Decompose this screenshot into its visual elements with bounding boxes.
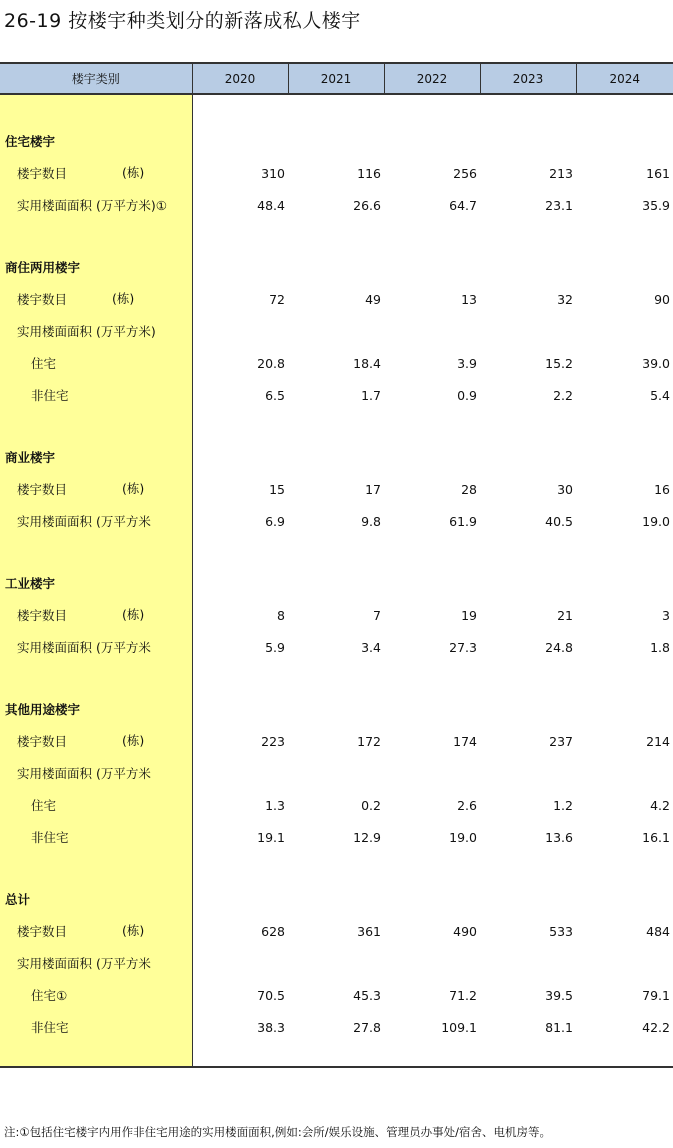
spacer-cell (480, 221, 576, 251)
value-cell: 35.9 (642, 197, 670, 213)
spacer-cell (576, 853, 673, 883)
row-label-text: 楼宇数目 (17, 734, 68, 749)
value-cell (576, 757, 673, 789)
value-cell: 48.4 (257, 197, 285, 213)
row-label-text: 住宅楼宇 (5, 134, 56, 149)
spacer-cell (192, 94, 288, 125)
row-label (0, 947, 192, 979)
spacer-cell (288, 94, 384, 125)
table-row (0, 157, 673, 189)
table-row (0, 725, 673, 757)
spacer-row (0, 853, 673, 883)
value-cell: 310 (261, 165, 285, 181)
value-cell (288, 567, 384, 599)
value-cell: 24.8 (545, 639, 573, 655)
header-row (0, 63, 673, 94)
value-cell: 72 (269, 291, 285, 307)
value-cell: 12.9 (353, 829, 381, 845)
row-label-text: 实用楼面面积 (万平方米 (17, 766, 151, 781)
value-cell: 0.2 (361, 797, 381, 813)
value-cell: 81.1 (545, 1019, 573, 1035)
section-row (0, 441, 673, 473)
row-label-text: 非住宅 (31, 830, 69, 845)
row-label (0, 1011, 192, 1043)
table-row (0, 347, 673, 379)
value-cell: 20.8 (257, 355, 285, 371)
value-cell: 1.7 (361, 387, 381, 403)
value-cell (192, 693, 288, 725)
table-row (0, 315, 673, 347)
spacer-row (0, 537, 673, 567)
row-label (0, 473, 192, 505)
row-label-text: 住宅 (31, 356, 57, 371)
section-label (0, 883, 192, 915)
row-label (0, 315, 192, 347)
value-cell: 361 (357, 923, 381, 939)
value-cell: 5.9 (265, 639, 285, 655)
value-cell (384, 441, 480, 473)
spacer-cell (288, 1043, 384, 1067)
row-label-text: 楼宇数目 (17, 292, 68, 307)
section-label (0, 441, 192, 473)
table-row (0, 947, 673, 979)
spacer-cell (384, 221, 480, 251)
value-cell (288, 693, 384, 725)
table-row (0, 789, 673, 821)
table-row (0, 599, 673, 631)
footnote: 注:①包括住宅楼宇内用作非住宅用途的实用楼面面积,例如:会所/娱乐设施、管理员办事处/宿舍、电机房等。 (4, 1125, 551, 1139)
spacer-row (0, 94, 673, 125)
value-cell: 0.9 (457, 387, 477, 403)
value-cell: 19.1 (257, 829, 285, 845)
value-cell (576, 441, 673, 473)
table-row (0, 979, 673, 1011)
row-label-text: 商住两用楼宇 (5, 260, 81, 275)
value-cell (384, 947, 480, 979)
spacer-cell (192, 853, 288, 883)
value-cell: 13.6 (545, 829, 573, 845)
value-cell (192, 567, 288, 599)
spacer-cell (288, 853, 384, 883)
value-cell: 256 (453, 165, 477, 181)
row-label-text: 楼宇数目 (17, 482, 68, 497)
value-cell: 71.2 (449, 987, 477, 1003)
spacer-cell (480, 1043, 576, 1067)
value-cell: 42.2 (642, 1019, 670, 1035)
spacer-cell (192, 537, 288, 567)
row-label (0, 505, 192, 537)
table-body (0, 94, 673, 1067)
value-cell: 237 (549, 733, 573, 749)
spacer-cell (192, 1043, 288, 1067)
table-row (0, 821, 673, 853)
value-cell: 174 (453, 733, 477, 749)
spacer-cell (480, 537, 576, 567)
value-cell: 27.8 (353, 1019, 381, 1035)
row-label-text: 非住宅 (31, 1020, 69, 1035)
section-row (0, 693, 673, 725)
spacer-cell (288, 221, 384, 251)
value-cell (576, 125, 673, 157)
value-cell (192, 315, 288, 347)
spacer-row (0, 411, 673, 441)
value-cell: 64.7 (449, 197, 477, 213)
section-label (0, 693, 192, 725)
value-cell: 21 (557, 607, 573, 623)
value-cell: 6.9 (265, 513, 285, 529)
table-row (0, 1011, 673, 1043)
value-cell: 70.5 (257, 987, 285, 1003)
table-row (0, 189, 673, 221)
value-cell: 45.3 (353, 987, 381, 1003)
value-cell (384, 315, 480, 347)
table-row (0, 283, 673, 315)
row-label-text: 非住宅 (31, 388, 69, 403)
value-cell (288, 251, 384, 283)
value-cell: 628 (261, 923, 285, 939)
value-cell: 16.1 (642, 829, 670, 845)
row-label (0, 821, 192, 853)
row-label (0, 347, 192, 379)
spacer-cell (384, 853, 480, 883)
table-row (0, 473, 673, 505)
row-label-text: 其他用途楼宇 (5, 702, 81, 717)
value-cell: 116 (357, 165, 381, 181)
value-cell: 15.2 (545, 355, 573, 371)
value-cell: 40.5 (545, 513, 573, 529)
header-year: 2023 (480, 63, 576, 94)
value-cell: 1.3 (265, 797, 285, 813)
value-cell: 49 (365, 291, 381, 307)
spacer-label-cell (0, 1043, 192, 1067)
section-row (0, 125, 673, 157)
value-cell: 19.0 (642, 513, 670, 529)
value-cell: 23.1 (545, 197, 573, 213)
header-year: 2024 (576, 63, 673, 94)
spacer-cell (384, 1043, 480, 1067)
spacer-row (0, 663, 673, 693)
value-cell: 32 (557, 291, 573, 307)
value-cell (480, 441, 576, 473)
statistics-table (0, 62, 673, 1068)
value-cell (480, 315, 576, 347)
row-label (0, 189, 192, 221)
value-cell: 2.2 (553, 387, 573, 403)
row-label-text: 实用楼面面积 (万平方米 (17, 514, 151, 529)
value-cell: 19 (461, 607, 477, 623)
row-label-text: 总计 (5, 892, 31, 907)
value-cell (576, 567, 673, 599)
section-label (0, 251, 192, 283)
value-cell: 3.4 (361, 639, 381, 655)
row-label (0, 915, 192, 947)
header-year: 2020 (192, 63, 288, 94)
row-label-text: 工业楼宇 (5, 576, 56, 591)
value-cell (480, 947, 576, 979)
value-cell: 28 (461, 481, 477, 497)
spacer-cell (480, 94, 576, 125)
spacer-row (0, 1043, 673, 1067)
value-cell (192, 125, 288, 157)
table-row (0, 757, 673, 789)
value-cell (576, 947, 673, 979)
spacer-cell (576, 1043, 673, 1067)
value-cell: 4.2 (650, 797, 670, 813)
value-cell (288, 315, 384, 347)
row-label-text: 楼宇数目 (17, 924, 68, 939)
spacer-cell (480, 663, 576, 693)
value-cell: 2.6 (457, 797, 477, 813)
unit-label: (栋) (112, 291, 135, 306)
value-cell (384, 251, 480, 283)
value-cell: 7 (373, 607, 381, 623)
value-cell (288, 883, 384, 915)
spacer-cell (576, 663, 673, 693)
row-label-text: 楼宇数目 (17, 166, 68, 181)
value-cell: 38.3 (257, 1019, 285, 1035)
unit-label: (栋) (122, 165, 145, 180)
value-cell: 8 (277, 607, 285, 623)
header-year: 2022 (384, 63, 480, 94)
value-cell: 214 (646, 733, 670, 749)
spacer-cell (480, 853, 576, 883)
section-label (0, 125, 192, 157)
value-cell: 161 (646, 165, 670, 181)
row-label-text: 住宅 (31, 798, 57, 813)
row-label (0, 725, 192, 757)
spacer-row (0, 221, 673, 251)
table-header (0, 63, 673, 94)
value-cell (576, 251, 673, 283)
value-cell: 15 (269, 481, 285, 497)
value-cell: 79.1 (642, 987, 670, 1003)
value-cell: 5.4 (650, 387, 670, 403)
value-cell (384, 567, 480, 599)
value-cell (192, 883, 288, 915)
row-label (0, 631, 192, 663)
spacer-cell (384, 663, 480, 693)
spacer-cell (384, 537, 480, 567)
table-row (0, 915, 673, 947)
value-cell (384, 757, 480, 789)
statistics-table-container (0, 62, 673, 1068)
value-cell (192, 251, 288, 283)
value-cell: 1.2 (553, 797, 573, 813)
value-cell: 16 (654, 481, 670, 497)
spacer-label-cell (0, 411, 192, 441)
value-cell (480, 883, 576, 915)
value-cell (192, 757, 288, 789)
row-label (0, 979, 192, 1011)
spacer-label-cell (0, 537, 192, 567)
row-label-text: 实用楼面面积 (万平方米 (17, 640, 151, 655)
value-cell: 39.0 (642, 355, 670, 371)
value-cell: 172 (357, 733, 381, 749)
value-cell: 484 (646, 923, 670, 939)
spacer-cell (480, 411, 576, 441)
value-cell: 18.4 (353, 355, 381, 371)
row-label (0, 283, 192, 315)
row-label (0, 757, 192, 789)
unit-label: (栋) (122, 607, 145, 622)
value-cell (480, 757, 576, 789)
value-cell (288, 441, 384, 473)
row-label-text: 实用楼面面积 (万平方米)① (17, 198, 167, 213)
value-cell (384, 693, 480, 725)
value-cell: 490 (453, 923, 477, 939)
row-label-text: 实用楼面面积 (万平方米) (17, 324, 156, 339)
spacer-cell (192, 221, 288, 251)
value-cell: 6.5 (265, 387, 285, 403)
value-cell (384, 883, 480, 915)
spacer-cell (576, 94, 673, 125)
section-row (0, 251, 673, 283)
spacer-label-cell (0, 94, 192, 125)
spacer-cell (576, 411, 673, 441)
spacer-cell (576, 537, 673, 567)
table-row (0, 379, 673, 411)
value-cell: 61.9 (449, 513, 477, 529)
spacer-label-cell (0, 221, 192, 251)
value-cell (480, 693, 576, 725)
spacer-cell (192, 411, 288, 441)
header-year: 2021 (288, 63, 384, 94)
spacer-cell (288, 663, 384, 693)
value-cell: 109.1 (441, 1019, 477, 1035)
row-label (0, 599, 192, 631)
value-cell: 19.0 (449, 829, 477, 845)
value-cell (192, 947, 288, 979)
value-cell: 9.8 (361, 513, 381, 529)
unit-label: (栋) (122, 923, 145, 938)
row-label (0, 789, 192, 821)
value-cell: 3 (662, 607, 670, 623)
value-cell: 223 (261, 733, 285, 749)
header-category-label: 楼宇类别 (0, 63, 192, 94)
spacer-cell (576, 221, 673, 251)
value-cell: 3.9 (457, 355, 477, 371)
value-cell (192, 441, 288, 473)
value-cell: 1.8 (650, 639, 670, 655)
value-cell: 30 (557, 481, 573, 497)
value-cell: 213 (549, 165, 573, 181)
value-cell: 90 (654, 291, 670, 307)
value-cell: 17 (365, 481, 381, 497)
row-label-text: 楼宇数目 (17, 608, 68, 623)
value-cell (480, 125, 576, 157)
row-label (0, 379, 192, 411)
row-label-text: 商业楼宇 (5, 450, 56, 465)
spacer-cell (288, 411, 384, 441)
spacer-cell (288, 537, 384, 567)
unit-label: (栋) (122, 481, 145, 496)
value-cell: 26.6 (353, 197, 381, 213)
page-title: 26-19 按楼宇种类划分的新落成私人楼宇 (4, 10, 361, 32)
table-row (0, 631, 673, 663)
row-label (0, 157, 192, 189)
value-cell: 39.5 (545, 987, 573, 1003)
value-cell (480, 567, 576, 599)
value-cell (480, 251, 576, 283)
table-row (0, 505, 673, 537)
value-cell (288, 757, 384, 789)
unit-label: (栋) (122, 733, 145, 748)
row-label-text: 实用楼面面积 (万平方米 (17, 956, 151, 971)
section-label (0, 567, 192, 599)
value-cell (576, 315, 673, 347)
value-cell (288, 125, 384, 157)
value-cell: 27.3 (449, 639, 477, 655)
row-label-text: 住宅① (31, 988, 68, 1003)
spacer-label-cell (0, 853, 192, 883)
section-row (0, 883, 673, 915)
value-cell: 13 (461, 291, 477, 307)
value-cell (576, 883, 673, 915)
spacer-cell (192, 663, 288, 693)
value-cell (384, 125, 480, 157)
value-cell (288, 947, 384, 979)
spacer-cell (384, 411, 480, 441)
spacer-cell (384, 94, 480, 125)
value-cell (576, 693, 673, 725)
value-cell: 533 (549, 923, 573, 939)
spacer-label-cell (0, 663, 192, 693)
section-row (0, 567, 673, 599)
